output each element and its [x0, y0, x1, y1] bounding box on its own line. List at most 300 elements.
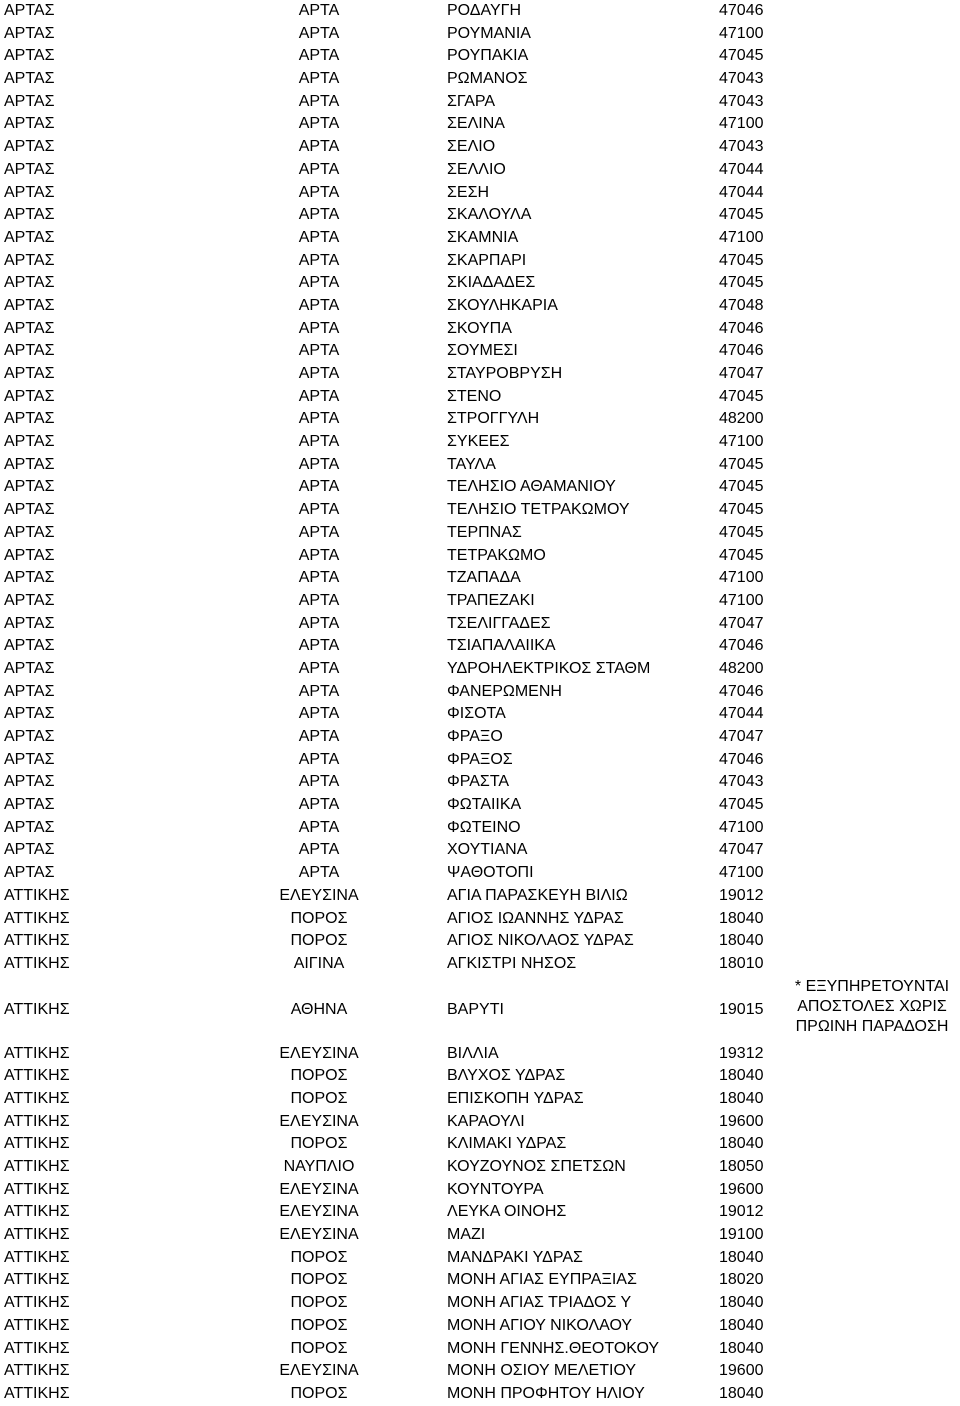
table-row: [0, 1269, 960, 1292]
prefecture-cell: ΑΤΤΙΚΗΣ: [4, 1044, 70, 1062]
city-cell: ΑΡΤΑ: [298, 728, 340, 745]
zip-cell: 47045: [719, 251, 764, 269]
prefecture-cell: ΑΡΤΑΣ: [4, 92, 55, 110]
city-cell: ΑΡΤΑ: [298, 138, 340, 156]
zip-cell: 47045: [719, 274, 764, 292]
area-cell: ΦΡΑΞΟ: [447, 728, 503, 745]
prefecture-cell: ΑΡΤΑΣ: [4, 773, 55, 791]
zip-cell: 47047: [719, 365, 764, 382]
table-row: [0, 1383, 960, 1406]
table-row: [0, 1201, 960, 1224]
zip-cell: 47045: [719, 546, 764, 564]
city-cell: ΑΡΤΑ: [298, 433, 340, 451]
zip-cell: 47100: [719, 228, 764, 246]
table-row: [0, 204, 960, 227]
zip-cell: 18040: [719, 909, 764, 927]
area-cell: ΤΡΑΠΕΖΑΚΙ: [447, 591, 535, 609]
city-cell: ΠΟΡΟΣ: [290, 1135, 348, 1153]
prefecture-cell: ΑΡΤΑΣ: [4, 183, 55, 201]
area-cell: ΤΕΛΗΣΙΟ ΑΘΑΜΑΝΙΟΥ: [447, 478, 616, 496]
prefecture-cell: ΑΤΤΙΚΗΣ: [4, 1089, 70, 1107]
table-row: [0, 1338, 960, 1361]
zip-cell: 19600: [719, 1180, 764, 1198]
zip-cell: 47043: [719, 92, 764, 110]
city-cell: ΕΛΕΥΣΙΝΑ: [279, 1180, 359, 1198]
city-cell: ΑΡΤΑ: [298, 501, 340, 519]
city-cell: ΑΡΤΑ: [298, 546, 340, 564]
area-cell: ΜΟΝΗ ΑΓΙΑΣ ΕΥΠΡΑΞΙΑΣ: [447, 1271, 637, 1289]
area-cell: ΜΟΝΗ ΑΓΙΑΣ ΤΡΙΑΔΟΣ Υ: [447, 1294, 632, 1312]
prefecture-cell: ΑΡΤΑΣ: [4, 160, 55, 178]
table-row: [0, 885, 960, 908]
prefecture-cell: ΑΡΤΑΣ: [4, 387, 55, 405]
zip-cell: 47100: [719, 591, 764, 609]
city-cell: ΑΡΤΑ: [298, 365, 340, 382]
area-cell: ΒΛΥΧΟΣ ΥΔΡΑΣ: [447, 1067, 566, 1085]
city-cell: ΠΟΡΟΣ: [290, 1248, 348, 1266]
prefecture-cell: ΑΤΤΙΚΗΣ: [4, 1135, 70, 1153]
table-row: [0, 1179, 960, 1202]
prefecture-cell: ΑΤΤΙΚΗΣ: [4, 1339, 70, 1357]
city-cell: ΑΡΤΑ: [298, 24, 340, 42]
prefecture-cell: ΑΡΤΑΣ: [4, 523, 55, 541]
zip-cell: 47046: [719, 637, 764, 655]
table-row: [0, 1247, 960, 1270]
area-cell: ΡΩΜΑΝΟΣ: [447, 70, 528, 88]
prefecture-cell: ΑΤΤΙΚΗΣ: [4, 1384, 70, 1402]
table-row: [0, 91, 960, 114]
table-row: [0, 250, 960, 273]
area-cell: ΜΟΝΗ ΓΕΝΝΗΣ.ΘΕΟΤΟΚΟΥ: [447, 1339, 660, 1357]
zip-cell: 47100: [719, 115, 764, 133]
zip-cell: 19100: [719, 1226, 764, 1244]
city-cell: ΑΡΤΑ: [298, 115, 340, 133]
city-cell: ΑΡΤΑ: [298, 228, 340, 246]
city-cell: ΑΡΤΑ: [298, 773, 340, 791]
prefecture-cell: ΑΡΤΑΣ: [4, 705, 55, 723]
city-cell: ΠΟΡΟΣ: [290, 1271, 348, 1289]
city-cell: ΑΡΤΑ: [298, 342, 340, 360]
zip-cell: 47100: [719, 24, 764, 42]
city-cell: ΑΡΤΑ: [298, 682, 340, 700]
city-cell: ΑΡΤΑ: [298, 160, 340, 178]
zip-cell: 47043: [719, 773, 764, 791]
table-row: [0, 1315, 960, 1338]
city-cell: ΑΡΤΑ: [298, 274, 340, 292]
prefecture-cell: ΑΤΤΙΚΗΣ: [4, 1180, 70, 1198]
zip-cell: 47100: [719, 433, 764, 451]
prefecture-cell: ΑΤΤΙΚΗΣ: [4, 1226, 70, 1244]
prefecture-cell: ΑΡΤΑΣ: [4, 115, 55, 133]
note-cell: * ΕΞΥΠΗΡΕΤΟΥΝΤΑΙ ΑΠΟΣΤΟΛΕΣ ΧΩΡΙΣ ΠΡΩΙΝΗ ΠΑΡΑΔΟΣΗ: [794, 977, 950, 1035]
zip-cell: 47048: [719, 296, 764, 314]
prefecture-cell: ΑΡΤΑΣ: [4, 637, 55, 655]
prefecture-cell: ΑΤΤΙΚΗΣ: [4, 1000, 70, 1018]
area-cell: ΒΙΛΛΙΑ: [447, 1044, 499, 1062]
table-row: [0, 794, 960, 817]
area-cell: ΦΩΤΕΙΝΟ: [447, 818, 521, 836]
zip-cell: 18040: [719, 1089, 764, 1107]
zip-cell: 48200: [719, 410, 764, 428]
area-cell: ΚΛΙΜΑΚΙ ΥΔΡΑΣ: [447, 1135, 567, 1153]
table-row: [0, 386, 960, 409]
zip-cell: 47047: [719, 841, 764, 859]
prefecture-cell: ΑΡΤΑΣ: [4, 546, 55, 564]
area-cell: ΤΖΑΠΑΔΑ: [447, 569, 521, 587]
prefecture-cell: ΑΡΤΑΣ: [4, 659, 55, 677]
city-cell: ΠΟΡΟΣ: [290, 1089, 348, 1107]
table-row: [0, 227, 960, 250]
city-cell: ΑΡΤΑ: [298, 296, 340, 314]
table-row: [0, 658, 960, 681]
zip-cell: 18040: [719, 1294, 764, 1312]
prefecture-cell: ΑΤΤΙΚΗΣ: [4, 1248, 70, 1266]
zip-cell: 19600: [719, 1362, 764, 1380]
table-row: [0, 545, 960, 568]
table-row: [0, 1111, 960, 1134]
table-row: [0, 590, 960, 613]
area-cell: ΣΚΑΡΠΑΡΙ: [447, 251, 527, 269]
area-cell: ΦΑΝΕΡΩΜΕΝΗ: [447, 682, 562, 700]
area-cell: ΣΟΥΜΕΣΙ: [447, 342, 518, 360]
area-cell: ΑΓΙΑ ΠΑΡΑΣΚΕΥΗ ΒΙΛΙΩ: [447, 886, 628, 904]
area-cell: ΦΙΣΟΤΑ: [447, 705, 506, 723]
zip-cell: 18020: [719, 1271, 764, 1289]
table-row: [0, 0, 960, 23]
zip-cell: 19312: [719, 1044, 764, 1062]
city-cell: ΑΡΤΑ: [298, 637, 340, 655]
table-row: [0, 726, 960, 749]
table-row: [0, 454, 960, 477]
area-cell: ΦΡΑΞΟΣ: [447, 750, 513, 768]
zip-cell: 18050: [719, 1158, 764, 1175]
area-cell: ΣΕΛΛΙΟ: [447, 160, 506, 178]
city-cell: ΑΡΤΑ: [298, 523, 340, 541]
area-cell: ΣΕΛΙΝΑ: [447, 115, 505, 133]
area-cell: ΣΓΑΡΑ: [447, 92, 496, 110]
prefecture-cell: ΑΤΤΙΚΗΣ: [4, 886, 70, 904]
city-cell: ΕΛΕΥΣΙΝΑ: [279, 1044, 359, 1062]
table-row: [0, 953, 960, 976]
prefecture-cell: ΑΡΤΑΣ: [4, 750, 55, 768]
area-cell: ΣΤΕΝΟ: [447, 387, 502, 405]
prefecture-cell: ΑΡΤΑΣ: [4, 296, 55, 314]
zip-cell: 47045: [719, 523, 764, 541]
city-cell: ΕΛΕΥΣΙΝΑ: [279, 1226, 359, 1244]
prefecture-cell: ΑΡΤΑΣ: [4, 455, 55, 473]
zip-cell: 19012: [719, 886, 764, 904]
table-row: [0, 182, 960, 205]
city-cell: ΕΛΕΥΣΙΝΑ: [279, 1203, 359, 1221]
table-row: [0, 681, 960, 704]
table-row: [0, 703, 960, 726]
zip-cell: 47045: [719, 796, 764, 814]
zip-cell: 47043: [719, 70, 764, 88]
zip-cell: 47045: [719, 387, 764, 405]
prefecture-cell: ΑΤΤΙΚΗΣ: [4, 932, 70, 950]
city-cell: ΑΡΤΑ: [298, 705, 340, 723]
prefecture-cell: ΑΡΤΑΣ: [4, 365, 55, 382]
city-cell: ΠΟΡΟΣ: [290, 1067, 348, 1085]
city-cell: ΑΡΤΑ: [298, 478, 340, 496]
area-cell: ΚΟΥΝΤΟΥΡΑ: [447, 1180, 544, 1198]
prefecture-cell: ΑΡΤΑΣ: [4, 841, 55, 859]
prefecture-cell: ΑΤΤΙΚΗΣ: [4, 1158, 70, 1175]
table-row: [0, 295, 960, 318]
zip-cell: 47044: [719, 705, 764, 723]
zip-cell: 47045: [719, 501, 764, 519]
area-cell: ΣΚΟΥΛΗΚΑΡΙΑ: [447, 296, 558, 314]
zip-cell: 47046: [719, 750, 764, 768]
zip-cell: 47046: [719, 342, 764, 360]
area-cell: ΡΟΔΑΥΓΗ: [447, 2, 521, 19]
area-cell: ΡΟΥΠΑΚΙΑ: [447, 47, 529, 65]
area-cell: ΤΕΛΗΣΙΟ ΤΕΤΡΑΚΩΜΟΥ: [447, 501, 630, 519]
city-cell: ΑΡΤΑ: [298, 796, 340, 814]
area-cell: ΜΑΖΙ: [447, 1226, 486, 1244]
zip-cell: 47047: [719, 614, 764, 632]
area-cell: ΑΓΚΙΣΤΡΙ ΝΗΣΟΣ: [447, 954, 577, 972]
city-cell: ΑΡΤΑ: [298, 319, 340, 337]
table-row: [0, 1292, 960, 1315]
prefecture-cell: ΑΡΤΑΣ: [4, 864, 55, 882]
area-cell: ΤΣΙΑΠΑΛΑΙΙΚΑ: [447, 637, 556, 655]
prefecture-cell: ΑΡΤΑΣ: [4, 2, 55, 19]
table-row: [0, 613, 960, 636]
table-row: [0, 45, 960, 68]
table-row: [0, 363, 960, 386]
table-row: [0, 908, 960, 931]
table-row: [0, 862, 960, 885]
city-cell: ΑΡΤΑ: [298, 659, 340, 677]
table-row: [0, 476, 960, 499]
table-row: [0, 817, 960, 840]
area-cell: ΜΟΝΗ ΟΣΙΟΥ ΜΕΛΕΤΙΟΥ: [447, 1362, 637, 1380]
area-cell: ΣΕΣΗ: [447, 183, 490, 201]
city-cell: ΑΡΤΑ: [298, 455, 340, 473]
zip-cell: 47045: [719, 47, 764, 65]
table-row: [0, 136, 960, 159]
prefecture-cell: ΑΡΤΑΣ: [4, 569, 55, 587]
table-row: [0, 272, 960, 295]
prefecture-cell: ΑΤΤΙΚΗΣ: [4, 1362, 70, 1380]
area-cell: ΜΑΝΔΡΑΚΙ ΥΔΡΑΣ: [447, 1248, 583, 1266]
table-row: [0, 68, 960, 91]
prefecture-cell: ΑΡΤΑΣ: [4, 251, 55, 269]
city-cell: ΠΟΡΟΣ: [290, 1384, 348, 1402]
prefecture-cell: ΑΡΤΑΣ: [4, 70, 55, 88]
city-cell: ΕΛΕΥΣΙΝΑ: [279, 886, 359, 904]
area-cell: ΣΚΑΛΟΥΛΑ: [447, 206, 532, 224]
city-cell: ΑΡΤΑ: [298, 92, 340, 110]
zip-cell: 47045: [719, 455, 764, 473]
city-cell: ΑΡΤΑ: [298, 70, 340, 88]
city-cell: ΑΡΤΑ: [298, 591, 340, 609]
table-row: [0, 635, 960, 658]
zip-cell: 19600: [719, 1112, 764, 1130]
area-cell: ΣΤΡΟΓΓΥΛΗ: [447, 410, 540, 428]
table-row: [0, 1088, 960, 1111]
zip-cell: 47100: [719, 864, 764, 882]
zip-cell: 18040: [719, 1384, 764, 1402]
city-cell: ΠΟΡΟΣ: [290, 1339, 348, 1357]
city-cell: ΕΛΕΥΣΙΝΑ: [279, 1112, 359, 1130]
area-cell: ΡΟΥΜΑΝΙΑ: [447, 24, 531, 42]
table-row: [0, 749, 960, 772]
prefecture-cell: ΑΤΤΙΚΗΣ: [4, 954, 70, 972]
city-cell: ΑΘΗΝΑ: [290, 1000, 348, 1018]
table-row: [0, 1043, 960, 1066]
city-cell: ΑΡΤΑ: [298, 2, 340, 19]
table-row: [0, 499, 960, 522]
prefecture-cell: ΑΤΤΙΚΗΣ: [4, 1316, 70, 1334]
table-row: [0, 1133, 960, 1156]
city-cell: ΑΙΓΙΝΑ: [293, 954, 345, 972]
prefecture-cell: ΑΡΤΑΣ: [4, 433, 55, 451]
area-cell: ΕΠΙΣΚΟΠΗ ΥΔΡΑΣ: [447, 1089, 584, 1107]
area-cell: ΣΚΑΜΝΙΑ: [447, 228, 519, 246]
zip-cell: 47100: [719, 818, 764, 836]
area-cell: ΤΑΥΛΑ: [447, 455, 496, 473]
city-cell: ΑΡΤΑ: [298, 183, 340, 201]
table-row: [0, 431, 960, 454]
city-cell: ΑΡΤΑ: [298, 206, 340, 224]
area-cell: ΣΤΑΥΡΟΒΡΥΣΗ: [447, 365, 563, 382]
zip-cell: 18040: [719, 1339, 764, 1357]
prefecture-cell: ΑΤΤΙΚΗΣ: [4, 1271, 70, 1289]
area-cell: ΣΕΛΙΟ: [447, 138, 496, 156]
prefecture-cell: ΑΡΤΑΣ: [4, 274, 55, 292]
area-cell: ΦΡΑΣΤΑ: [447, 773, 510, 791]
area-cell: ΚΟΥΖΟΥΝΟΣ ΣΠΕΤΣΩΝ: [447, 1158, 626, 1175]
area-cell: ΦΩΤΑΙΙΚΑ: [447, 796, 522, 814]
area-cell: ΛΕΥΚΑ ΟΙΝΟΗΣ: [447, 1203, 567, 1221]
table-row: [0, 23, 960, 46]
table-row: [0, 930, 960, 953]
zip-cell: 47045: [719, 206, 764, 224]
prefecture-cell: ΑΡΤΑΣ: [4, 614, 55, 632]
table-row: [0, 159, 960, 182]
table-row: [0, 113, 960, 136]
zip-cell: 47043: [719, 138, 764, 156]
prefecture-cell: ΑΤΤΙΚΗΣ: [4, 1203, 70, 1221]
zip-cell: 18010: [719, 954, 764, 972]
prefecture-cell: ΑΡΤΑΣ: [4, 818, 55, 836]
prefecture-cell: ΑΡΤΑΣ: [4, 228, 55, 246]
city-cell: ΑΡΤΑ: [298, 750, 340, 768]
city-cell: ΑΡΤΑ: [298, 864, 340, 882]
zip-cell: 18040: [719, 1135, 764, 1153]
zip-cell: 47045: [719, 478, 764, 496]
prefecture-cell: ΑΡΤΑΣ: [4, 24, 55, 42]
prefecture-cell: ΑΡΤΑΣ: [4, 682, 55, 700]
table-row: [0, 771, 960, 794]
table-row: [0, 522, 960, 545]
city-cell: ΠΟΡΟΣ: [290, 1316, 348, 1334]
area-cell: ΤΕΤΡΑΚΩΜΟ: [447, 546, 546, 564]
table-row: [0, 976, 960, 1043]
city-cell: ΝΑΥΠΛΙΟ: [283, 1158, 355, 1175]
area-cell: ΣΥΚΕΕΣ: [447, 433, 510, 451]
city-cell: ΑΡΤΑ: [298, 841, 340, 859]
table-row: [0, 1224, 960, 1247]
table-row: [0, 839, 960, 862]
prefecture-cell: ΑΤΤΙΚΗΣ: [4, 1112, 70, 1130]
area-cell: ΑΓΙΟΣ ΙΩΑΝΝΗΣ ΥΔΡΑΣ: [447, 909, 624, 927]
city-cell: ΑΡΤΑ: [298, 410, 340, 428]
prefecture-cell: ΑΡΤΑΣ: [4, 138, 55, 156]
zip-cell: 18040: [719, 932, 764, 950]
city-cell: ΑΡΤΑ: [298, 387, 340, 405]
prefecture-cell: ΑΡΤΑΣ: [4, 410, 55, 428]
city-cell: ΑΡΤΑ: [298, 47, 340, 65]
area-cell: ΧΟΥΤΙΑΝΑ: [447, 841, 528, 859]
zip-cell: 47047: [719, 728, 764, 745]
zip-cell: 47044: [719, 160, 764, 178]
prefecture-cell: ΑΡΤΑΣ: [4, 319, 55, 337]
city-cell: ΑΡΤΑ: [298, 251, 340, 269]
area-cell: ΣΚΟΥΠΑ: [447, 319, 512, 337]
zip-cell: 19015: [719, 1000, 764, 1018]
area-cell: ΒΑΡΥΤΙ: [447, 1000, 504, 1018]
city-cell: ΠΟΡΟΣ: [290, 932, 348, 950]
zip-cell: 47046: [719, 682, 764, 700]
prefecture-cell: ΑΡΤΑΣ: [4, 501, 55, 519]
zip-cell: 19012: [719, 1203, 764, 1221]
prefecture-cell: ΑΡΤΑΣ: [4, 342, 55, 360]
table-row: [0, 1360, 960, 1383]
zip-cell: 47044: [719, 183, 764, 201]
zip-cell: 48200: [719, 659, 764, 677]
zip-cell: 18040: [719, 1248, 764, 1266]
zip-cell: 47100: [719, 569, 764, 587]
area-cell: ΑΓΙΟΣ ΝΙΚΟΛΑΟΣ ΥΔΡΑΣ: [447, 932, 634, 950]
area-cell: ΨΑΘΟΤΟΠΙ: [447, 864, 534, 882]
table-row: [0, 318, 960, 341]
area-cell: ΚΑΡΑΟΥΛΙ: [447, 1112, 525, 1130]
table-row: [0, 1065, 960, 1088]
city-cell: ΠΟΡΟΣ: [290, 1294, 348, 1312]
area-cell: ΣΚΙΑΔΑΔΕΣ: [447, 274, 536, 292]
area-cell: ΤΣΕΛΙΓΓΑΔΕΣ: [447, 614, 551, 632]
prefecture-cell: ΑΡΤΑΣ: [4, 47, 55, 65]
area-cell: ΥΔΡΟΗΛΕΚΤΡΙΚΟΣ ΣΤΑΘΜ: [447, 659, 651, 677]
zip-cell: 47046: [719, 2, 764, 19]
zip-cell: 47046: [719, 319, 764, 337]
area-cell: ΤΕΡΠΝΑΣ: [447, 523, 522, 541]
prefecture-cell: ΑΤΤΙΚΗΣ: [4, 1294, 70, 1312]
city-cell: ΑΡΤΑ: [298, 818, 340, 836]
table-row: [0, 408, 960, 431]
table-row: [0, 1156, 960, 1179]
prefecture-cell: ΑΡΤΑΣ: [4, 478, 55, 496]
prefecture-cell: ΑΡΤΑΣ: [4, 728, 55, 745]
prefecture-cell: ΑΤΤΙΚΗΣ: [4, 1067, 70, 1085]
area-cell: ΜΟΝΗ ΠΡΟΦΗΤΟΥ ΗΛΙΟΥ: [447, 1384, 645, 1402]
city-cell: ΠΟΡΟΣ: [290, 909, 348, 927]
table-row: [0, 567, 960, 590]
city-cell: ΑΡΤΑ: [298, 569, 340, 587]
prefecture-cell: ΑΡΤΑΣ: [4, 206, 55, 224]
area-cell: ΜΟΝΗ ΑΓΙΟΥ ΝΙΚΟΛΑΟΥ: [447, 1316, 633, 1334]
city-cell: ΕΛΕΥΣΙΝΑ: [279, 1362, 359, 1380]
prefecture-cell: ΑΡΤΑΣ: [4, 796, 55, 814]
zip-cell: 18040: [719, 1067, 764, 1085]
city-cell: ΑΡΤΑ: [298, 614, 340, 632]
table-row: [0, 340, 960, 363]
prefecture-cell: ΑΤΤΙΚΗΣ: [4, 909, 70, 927]
zip-cell: 18040: [719, 1316, 764, 1334]
